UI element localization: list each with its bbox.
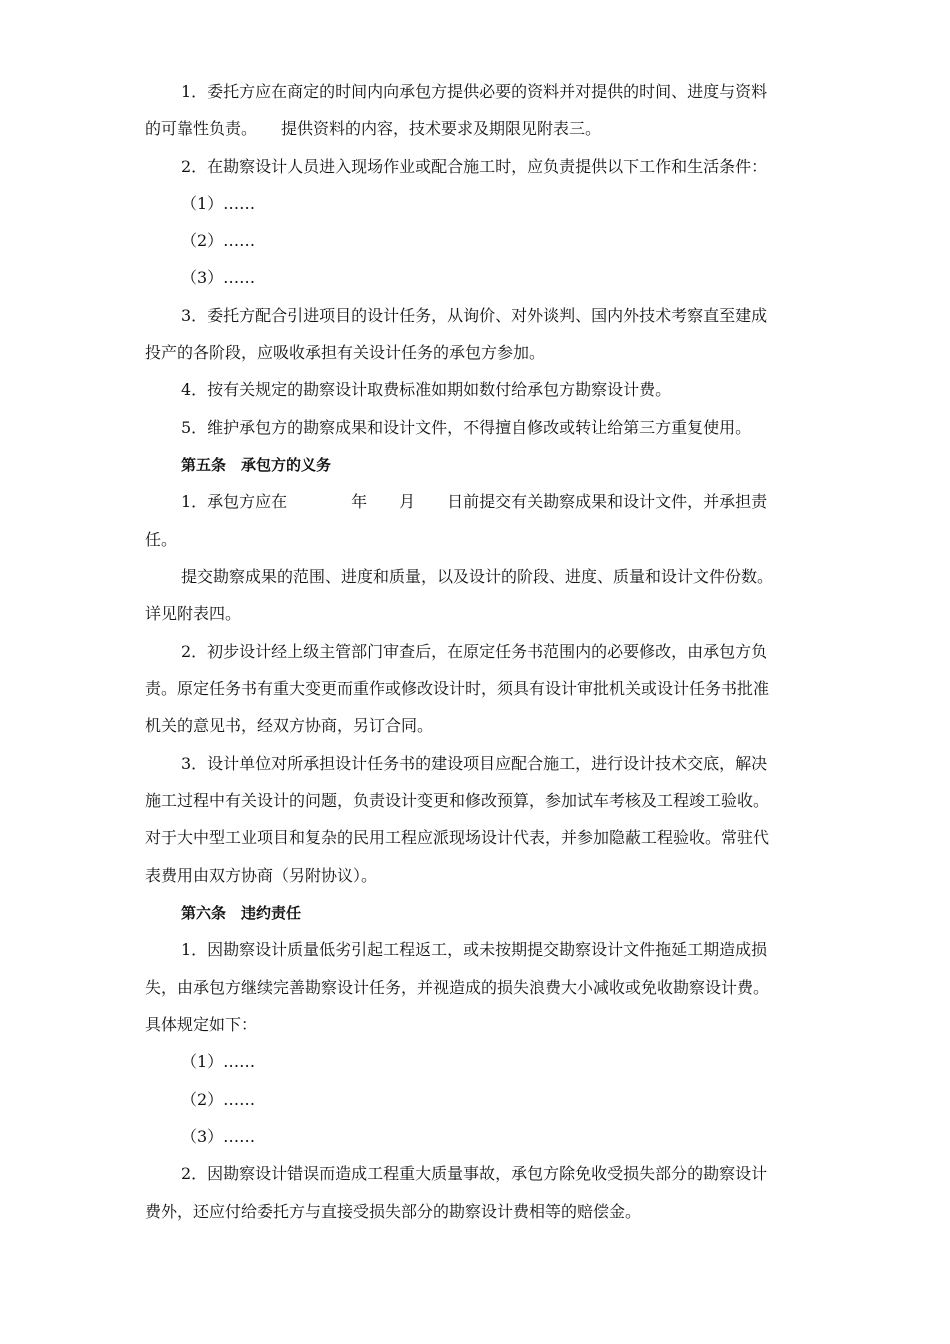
list-item: （1）……: [181, 1052, 256, 1071]
paragraph-line: 对于大中型工业项目和复杂的民用工程应派现场设计代表，并参加隐蔽工程验收。常驻代: [145, 828, 770, 847]
paragraph-line: 2．因勘察设计错误而造成工程重大质量事故，承包方除免收受损失部分的勘察设计: [181, 1164, 768, 1183]
list-item: （3）……: [181, 268, 256, 287]
paragraph-line: 3．委托方配合引进项目的设计任务，从询价、对外谈判、国内外技术考察直至建成: [181, 306, 768, 325]
paragraph-line: 费外，还应付给委托方与直接受损失部分的勘察设计费相等的赔偿金。: [145, 1202, 642, 1221]
list-item: （2）……: [181, 231, 256, 250]
list-item: （2）……: [181, 1090, 256, 1109]
paragraph-line: 的可靠性负责。 提供资料的内容，技术要求及期限见附表三。: [145, 119, 602, 138]
list-item: （3）……: [181, 1127, 256, 1146]
paragraph-line: 施工过程中有关设计的问题，负责设计变更和修改预算，参加试车考核及工程竣工验收。: [145, 791, 770, 810]
section-heading: 第五条 承包方的义务: [181, 456, 332, 474]
paragraph-line: 表费用由双方协商（另附协议）。: [145, 866, 378, 885]
list-item: （1）……: [181, 194, 256, 213]
paragraph-line: 1．承包方应在 年 月 日前提交有关勘察成果和设计文件，并承担责: [181, 492, 768, 511]
paragraph-line: 1．委托方应在商定的时间内向承包方提供必要的资料并对提供的时间、进度与资料: [181, 82, 768, 101]
paragraph-line: 具体规定如下：: [145, 1015, 258, 1034]
paragraph-line: 2．在勘察设计人员进入现场作业或配合施工时，应负责提供以下工作和生活条件：: [181, 157, 768, 176]
paragraph-line: 5．维护承包方的勘察成果和设计文件，不得擅自修改或转让给第三方重复使用。: [181, 418, 752, 437]
paragraph-line: 失，由承包方继续完善勘察设计任务，并视造成的损失浪费大小减收或免收勘察设计费。: [145, 978, 770, 997]
paragraph-line: 2．初步设计经上级主管部门审查后，在原定任务书范围内的必要修改，由承包方负: [181, 642, 768, 661]
paragraph-line: 机关的意见书，经双方协商，另订合同。: [145, 716, 434, 735]
paragraph-line: 详见附表四。: [145, 604, 242, 623]
paragraph-line: 任。: [145, 530, 178, 549]
paragraph-line: 3．设计单位对所承担设计任务书的建设项目应配合施工，进行设计技术交底，解决: [181, 754, 768, 773]
paragraph-line: 提交勘察成果的范围、进度和质量，以及设计的阶段、进度、质量和设计文件份数。: [181, 567, 774, 586]
paragraph-line: 投产的各阶段，应吸收承担有关设计任务的承包方参加。: [145, 343, 546, 362]
section-heading: 第六条 违约责任: [181, 904, 302, 922]
paragraph-line: 责。原定任务书有重大变更而重作或修改设计时，须具有设计审批机关或设计任务书批准: [145, 679, 770, 698]
paragraph-line: 1．因勘察设计质量低劣引起工程返工，或未按期提交勘察设计文件拖延工期造成损: [181, 940, 768, 959]
paragraph-line: 4．按有关规定的勘察设计取费标准如期如数付给承包方勘察设计费。: [181, 380, 672, 399]
